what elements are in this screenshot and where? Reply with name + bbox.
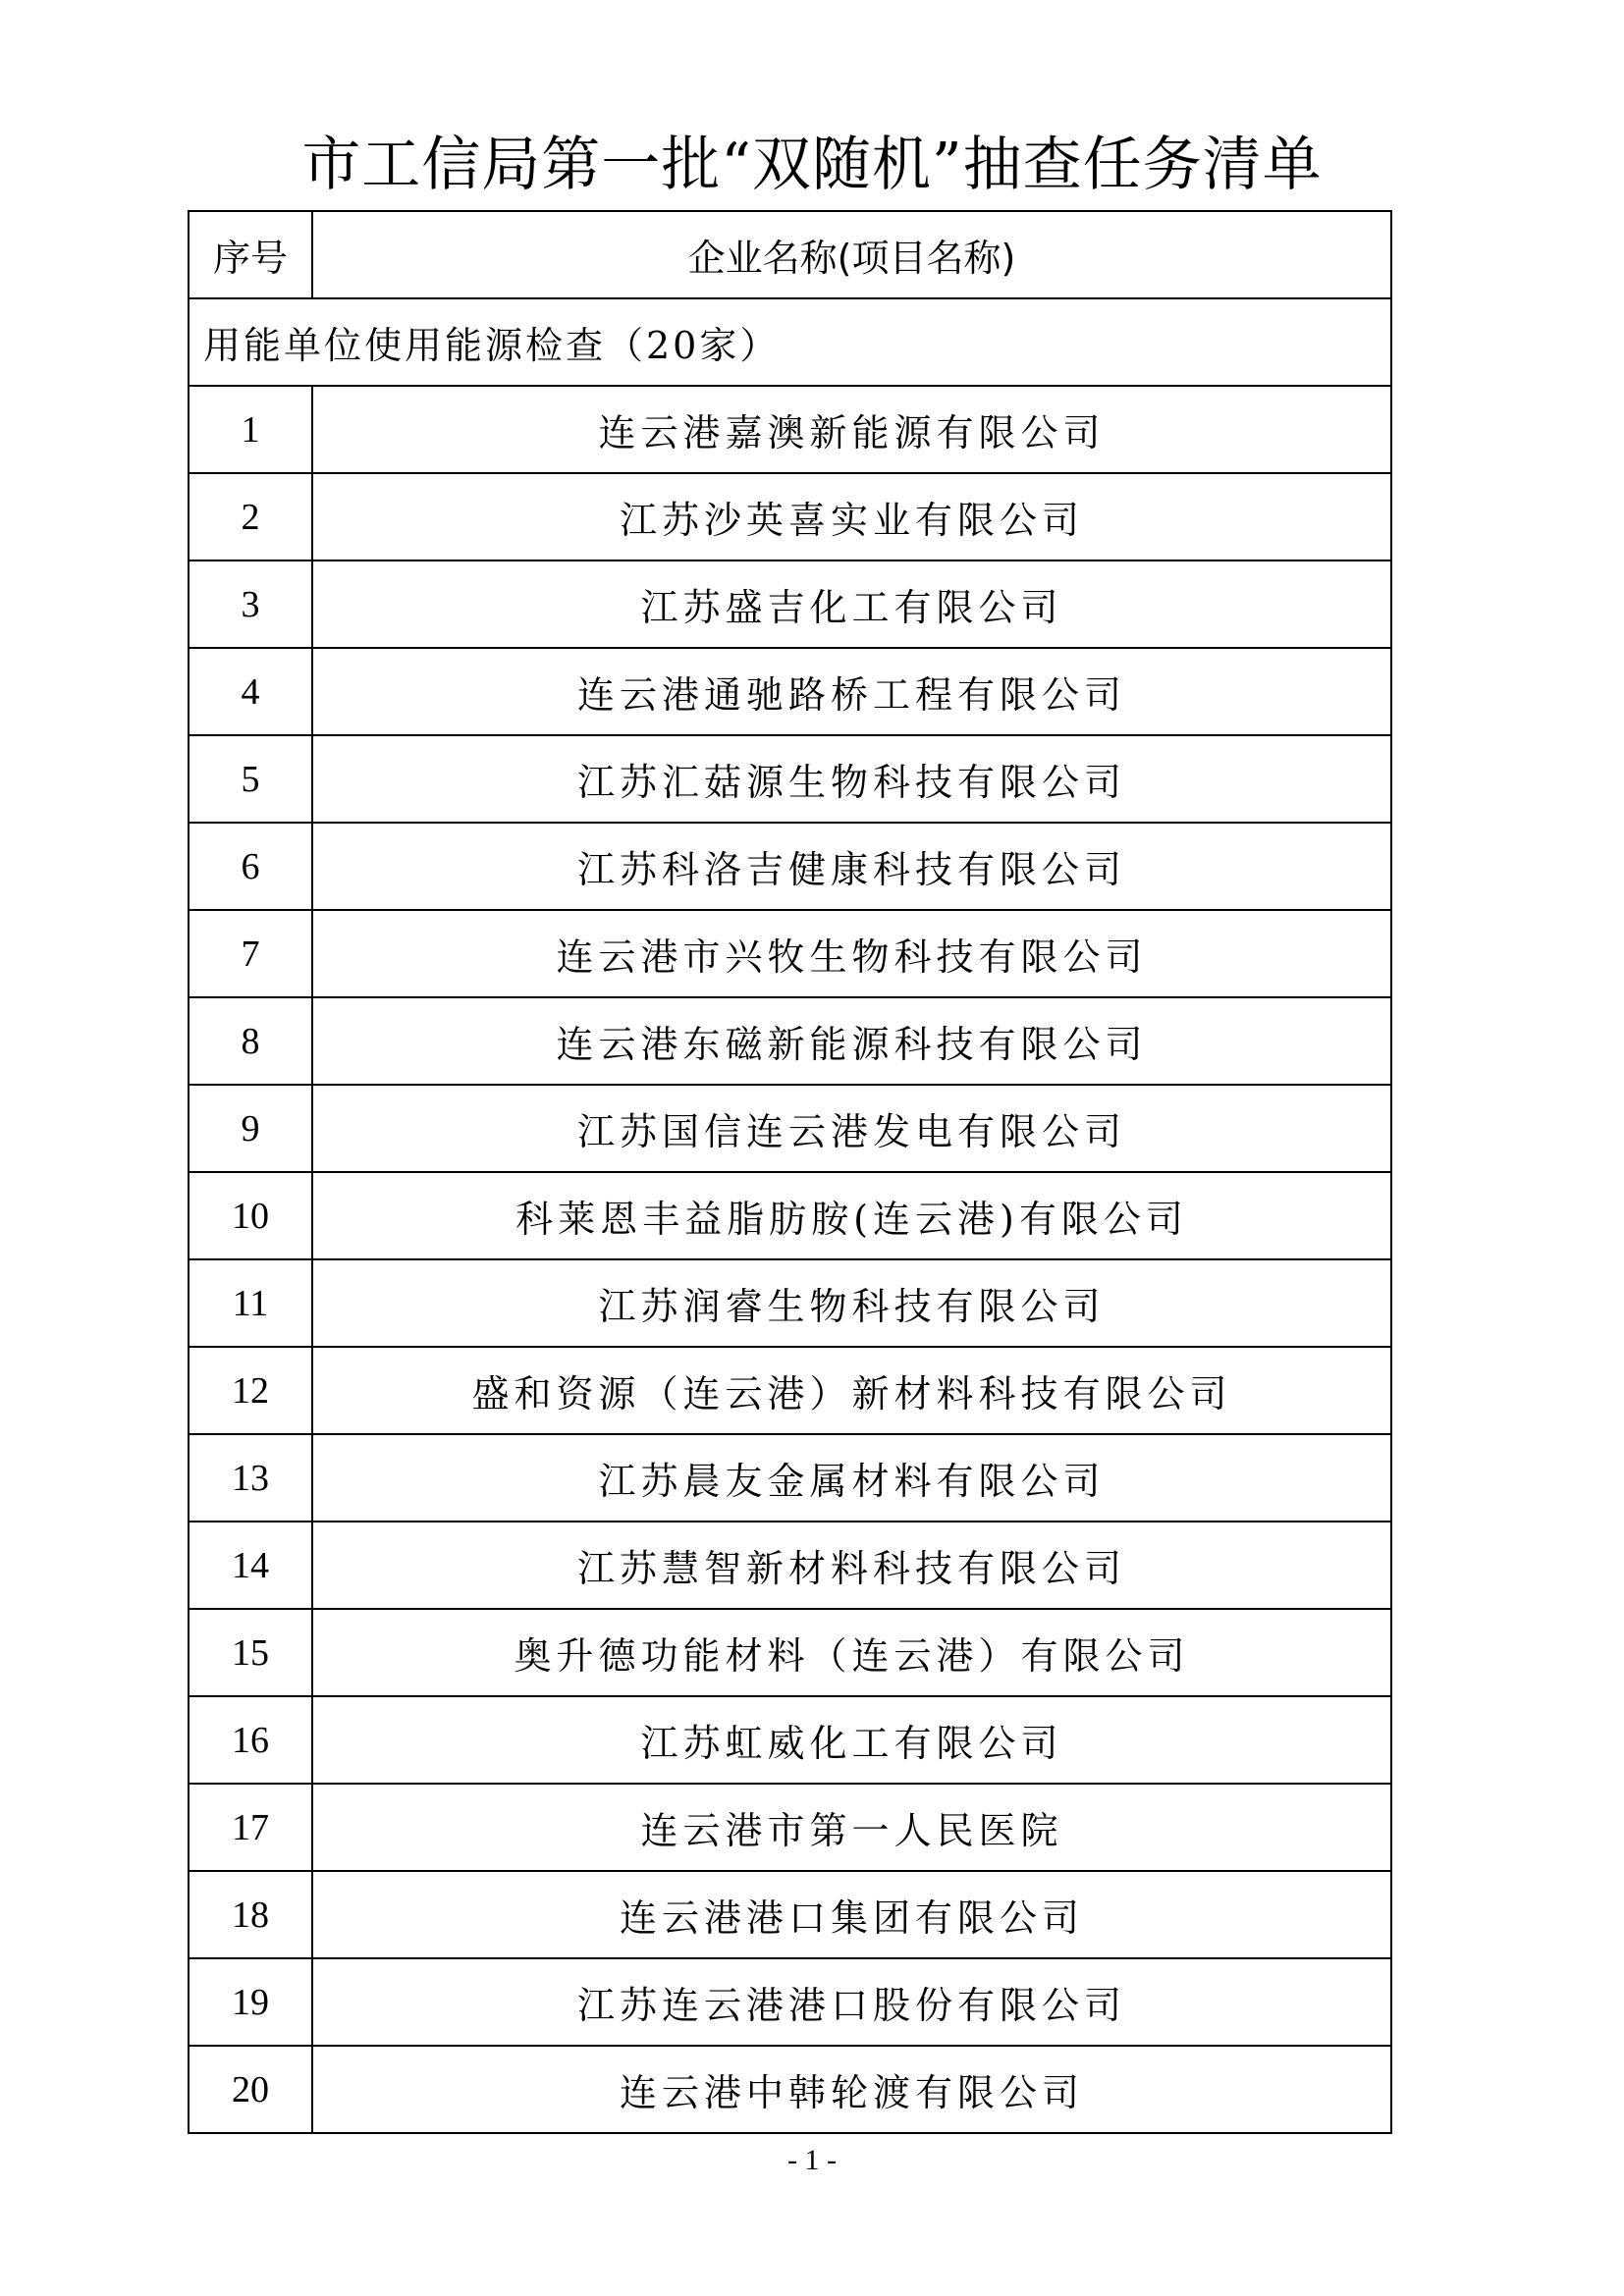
row-serial-number: 18 [189, 1871, 312, 1958]
row-company-name: 江苏沙英喜实业有限公司 [312, 473, 1391, 561]
row-company-name: 连云港东磁新能源科技有限公司 [312, 997, 1391, 1085]
table-row [189, 1522, 1391, 1609]
table-header-row [189, 211, 1391, 298]
table-row [189, 1784, 1391, 1871]
row-serial-number: 15 [189, 1609, 312, 1696]
row-company-name: 江苏晨友金属材料有限公司 [312, 1434, 1391, 1522]
row-company-name: 科莱恩丰益脂肪胺(连云港)有限公司 [312, 1172, 1391, 1259]
row-serial-number: 16 [189, 1696, 312, 1784]
table-row [189, 1958, 1391, 2046]
row-serial-number: 2 [189, 473, 312, 561]
table-row [189, 2046, 1391, 2133]
row-serial-number: 4 [189, 648, 312, 735]
row-serial-number: 20 [189, 2046, 312, 2133]
header-serial-number: 序号 [189, 211, 312, 298]
table-row [189, 997, 1391, 1085]
row-serial-number: 10 [189, 1172, 312, 1259]
table-row [189, 386, 1391, 473]
row-company-name: 连云港市第一人民医院 [312, 1784, 1391, 1871]
table-row [189, 473, 1391, 561]
task-table [188, 210, 1392, 2134]
table-row [189, 648, 1391, 735]
row-company-name: 江苏国信连云港发电有限公司 [312, 1085, 1391, 1172]
row-serial-number: 11 [189, 1259, 312, 1347]
row-company-name: 江苏润睿生物科技有限公司 [312, 1259, 1391, 1347]
row-company-name: 江苏汇菇源生物科技有限公司 [312, 735, 1391, 823]
row-serial-number: 1 [189, 386, 312, 473]
header-company-name: 企业名称(项目名称) [312, 211, 1391, 298]
section-row [189, 298, 1391, 386]
table-row [189, 1347, 1391, 1434]
table-row [189, 1434, 1391, 1522]
row-company-name: 江苏盛吉化工有限公司 [312, 561, 1391, 648]
table-row [189, 1172, 1391, 1259]
row-company-name: 连云港港口集团有限公司 [312, 1871, 1391, 1958]
page-number: - 1 - [787, 2144, 837, 2176]
task-table-body [189, 211, 1391, 2133]
row-serial-number: 14 [189, 1522, 312, 1609]
table-row [189, 823, 1391, 910]
row-serial-number: 6 [189, 823, 312, 910]
section-title: 用能单位使用能源检查（20家） [189, 298, 1391, 386]
row-company-name: 江苏慧智新材料科技有限公司 [312, 1522, 1391, 1609]
row-company-name: 连云港嘉澳新能源有限公司 [312, 386, 1391, 473]
row-company-name: 江苏科洛吉健康科技有限公司 [312, 823, 1391, 910]
row-serial-number: 19 [189, 1958, 312, 2046]
row-company-name: 江苏连云港港口股份有限公司 [312, 1958, 1391, 2046]
table-row [189, 1259, 1391, 1347]
table-row [189, 910, 1391, 997]
table-row [189, 1085, 1391, 1172]
table-row [189, 1696, 1391, 1784]
row-serial-number: 13 [189, 1434, 312, 1522]
row-company-name: 江苏虹威化工有限公司 [312, 1696, 1391, 1784]
row-serial-number: 9 [189, 1085, 312, 1172]
row-company-name: 连云港通驰路桥工程有限公司 [312, 648, 1391, 735]
document-title: 市工信局第一批“双随机”抽查任务清单 [301, 131, 1323, 199]
row-serial-number: 12 [189, 1347, 312, 1434]
row-serial-number: 17 [189, 1784, 312, 1871]
row-company-name: 连云港市兴牧生物科技有限公司 [312, 910, 1391, 997]
row-company-name: 盛和资源（连云港）新材料科技有限公司 [312, 1347, 1391, 1434]
row-serial-number: 8 [189, 997, 312, 1085]
table-row [189, 561, 1391, 648]
row-company-name: 奥升德功能材料（连云港）有限公司 [312, 1609, 1391, 1696]
table-row [189, 1871, 1391, 1958]
table-row [189, 1609, 1391, 1696]
row-company-name: 连云港中韩轮渡有限公司 [312, 2046, 1391, 2133]
row-serial-number: 3 [189, 561, 312, 648]
table-row [189, 735, 1391, 823]
row-serial-number: 5 [189, 735, 312, 823]
row-serial-number: 7 [189, 910, 312, 997]
